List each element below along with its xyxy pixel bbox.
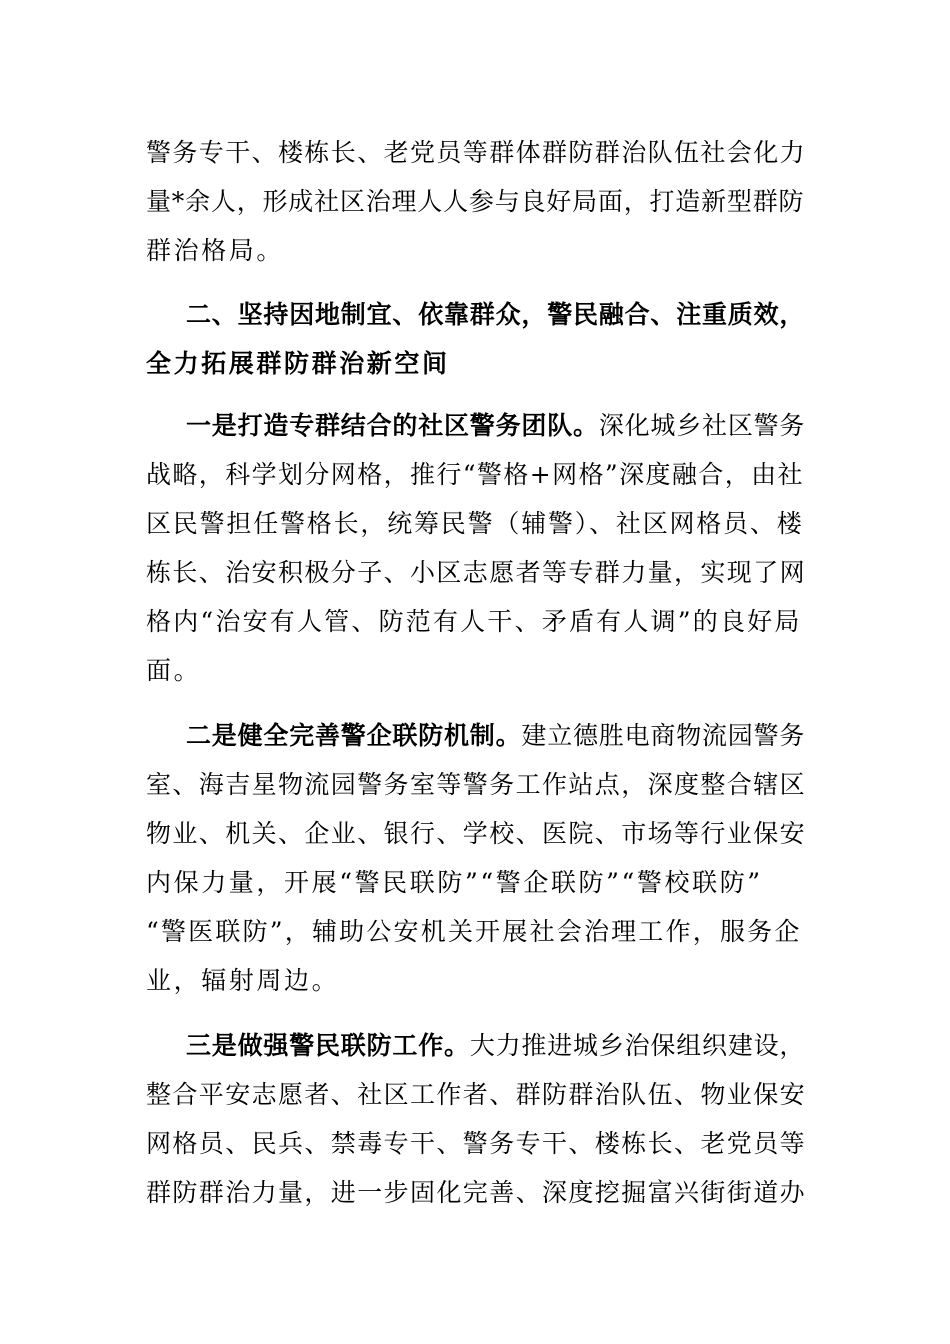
paragraph-line: 业，辐射周边。 bbox=[146, 966, 340, 995]
paragraph-line: 物业、机关、企业、银行、学校、医院、市场等行业保安 bbox=[146, 819, 807, 848]
paragraph-text: 深化城乡社区警务 bbox=[598, 411, 806, 440]
paragraph-first-line bbox=[186, 1029, 806, 1063]
paragraph-line: 栋长、治安积极分子、小区志愿者等专群力量，实现了网 bbox=[146, 558, 807, 587]
paragraph-line: “警医联防”，辅助公安机关开展社会治理工作，服务企 bbox=[146, 917, 802, 946]
paragraph-line: 警务专干、楼栋长、老党员等群体群防群治队伍社会化力 bbox=[146, 138, 807, 167]
paragraph-line: 战略，科学划分网格，推行“警格+网格”深度融合，由社 bbox=[146, 460, 804, 489]
paragraph-line: 量*余人，形成社区治理人人参与良好局面，打造新型群防 bbox=[146, 187, 805, 216]
paragraph-lead: 三是做强警民联防工作。 bbox=[186, 1031, 470, 1060]
section-heading: 全力拓展群防群治新空间 bbox=[146, 349, 450, 378]
paragraph-text: 建立德胜电商物流园警务 bbox=[521, 721, 806, 750]
paragraph-first-line bbox=[186, 719, 806, 753]
section-heading: 二、坚持因地制宜、依靠群众，警民融合、注重质效， bbox=[186, 300, 806, 329]
paragraph-lead: 一是打造专群结合的社区警务团队。 bbox=[186, 411, 599, 440]
paragraph-line: 整合平安志愿者、社区工作者、群防群治队伍、物业保安 bbox=[146, 1080, 807, 1109]
paragraph-text: 大力推进城乡治保组织建设， bbox=[469, 1031, 806, 1060]
paragraph-line: 区民警担任警格长，统筹民警（辅警）、社区网格员、楼 bbox=[146, 509, 804, 538]
paragraph-line: 群治格局。 bbox=[146, 236, 285, 265]
paragraph-line: 网格员、民兵、禁毒专干、警务专干、楼栋长、老党员等 bbox=[146, 1129, 807, 1158]
paragraph-line: 群防群治力量，进一步固化完善、深度挖掘富兴街街道办 bbox=[146, 1178, 807, 1207]
paragraph-line: 格内“治安有人管、防范有人干、矛盾有人调”的良好局 bbox=[146, 607, 802, 636]
paragraph-line: 室、海吉星物流园警务室等警务工作站点，深度整合辖区 bbox=[146, 770, 807, 799]
paragraph-line: 面。 bbox=[146, 656, 202, 685]
paragraph-first-line bbox=[186, 409, 806, 443]
paragraph-lead: 二是健全完善警企联防机制。 bbox=[186, 721, 522, 750]
paragraph-line: 内保力量，开展“警民联防”“警企联防”“警校联防” bbox=[146, 868, 763, 897]
